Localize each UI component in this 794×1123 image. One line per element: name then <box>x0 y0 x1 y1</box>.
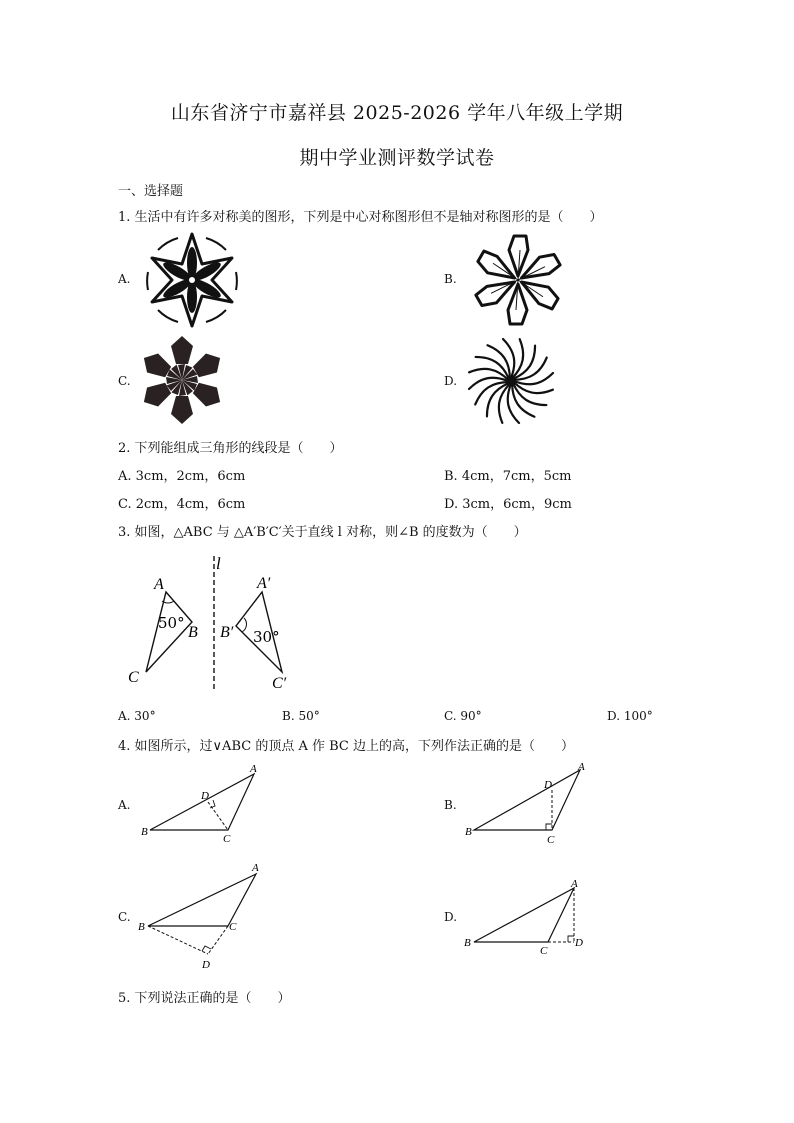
label-a: A <box>252 862 259 874</box>
angle-label-30: 30° <box>253 628 280 646</box>
vertex-label-b1: B′ <box>220 624 234 641</box>
label-b: B <box>138 921 145 933</box>
q4-figure-b <box>462 758 592 848</box>
q1-figure-d <box>466 336 556 426</box>
q2-option-a: A. 3cm，2cm，6cm <box>118 469 246 484</box>
exam-title-line2: 期中学业测评数学试卷 <box>299 147 495 169</box>
q1-option-c-label: C. <box>118 374 131 388</box>
q3-stem: 3. 如图，△ABC 与 △A′B′C′关于直线 l 对称，则∠B 的度数为（ ） <box>118 525 527 540</box>
q3-option-a: A. 30° <box>118 709 156 723</box>
q4-option-c-label: C. <box>118 910 131 924</box>
label-d: D <box>201 790 209 802</box>
exam-title-line1: 山东省济宁市嘉祥县 2025-2026 学年八年级上学期 <box>170 102 624 124</box>
label-c: C <box>223 833 231 845</box>
q1-figure-b <box>466 232 570 328</box>
section-heading: 一、选择题 <box>118 184 184 199</box>
q4-figure-d <box>462 872 602 962</box>
label-c: C <box>229 921 237 933</box>
label-a: A <box>250 763 257 775</box>
label-d: D <box>544 779 552 791</box>
q1-option-d-label: D. <box>444 374 458 388</box>
label-b: B <box>465 826 472 838</box>
label-c: C <box>540 945 548 957</box>
triangle-abc <box>146 592 192 672</box>
q4-figure-a <box>138 758 268 848</box>
q1-option-a-label: A. <box>118 272 131 286</box>
q5-stem: 5. 下列说法正确的是（ ） <box>118 991 291 1006</box>
q2-option-b: B. 4cm，7cm，5cm <box>444 469 572 484</box>
q3-option-c: C. 90° <box>444 709 482 723</box>
vertex-label-a: A <box>154 576 164 593</box>
q1-stem: 1. 生活中有许多对称美的图形，下列是中心对称图形但不是轴对称图形的是（ ） <box>118 210 603 225</box>
q4-option-b-label: B. <box>444 798 457 812</box>
q4-option-d-label: D. <box>444 910 458 924</box>
angle-arc-b1 <box>242 618 246 632</box>
q2-stem: 2. 下列能组成三角形的线段是（ ） <box>118 441 343 456</box>
label-d: D <box>575 937 583 949</box>
q3-option-d: D. 100° <box>607 709 653 723</box>
q2-option-c: C. 2cm，4cm，6cm <box>118 497 246 512</box>
q1-figure-c <box>138 334 226 426</box>
angle-label-50: 50° <box>158 614 185 632</box>
label-d: D <box>202 959 210 971</box>
label-a: A <box>571 878 578 890</box>
label-b: B <box>141 826 148 838</box>
q4-option-a-label: A. <box>118 798 131 812</box>
q3-figure <box>120 552 310 697</box>
q4-figure-c <box>136 856 276 976</box>
line-label-l: l <box>216 554 221 573</box>
q3-option-b: B. 50° <box>282 709 320 723</box>
label-c: C <box>547 834 555 846</box>
q2-option-d: D. 3cm，6cm，9cm <box>444 497 572 512</box>
q4-stem: 4. 如图所示，过∨ABC 的顶点 A 作 BC 边上的高，下列作法正确的是（ ） <box>118 739 574 754</box>
vertex-label-c1: C′ <box>272 675 287 692</box>
q1-figure-a <box>140 232 244 328</box>
q1-option-b-label: B. <box>444 272 457 286</box>
vertex-label-a1: A′ <box>257 575 271 592</box>
vertex-label-b: B <box>188 624 198 641</box>
label-a: A <box>578 761 585 773</box>
vertex-label-c: C <box>128 669 139 686</box>
label-b: B <box>464 937 471 949</box>
